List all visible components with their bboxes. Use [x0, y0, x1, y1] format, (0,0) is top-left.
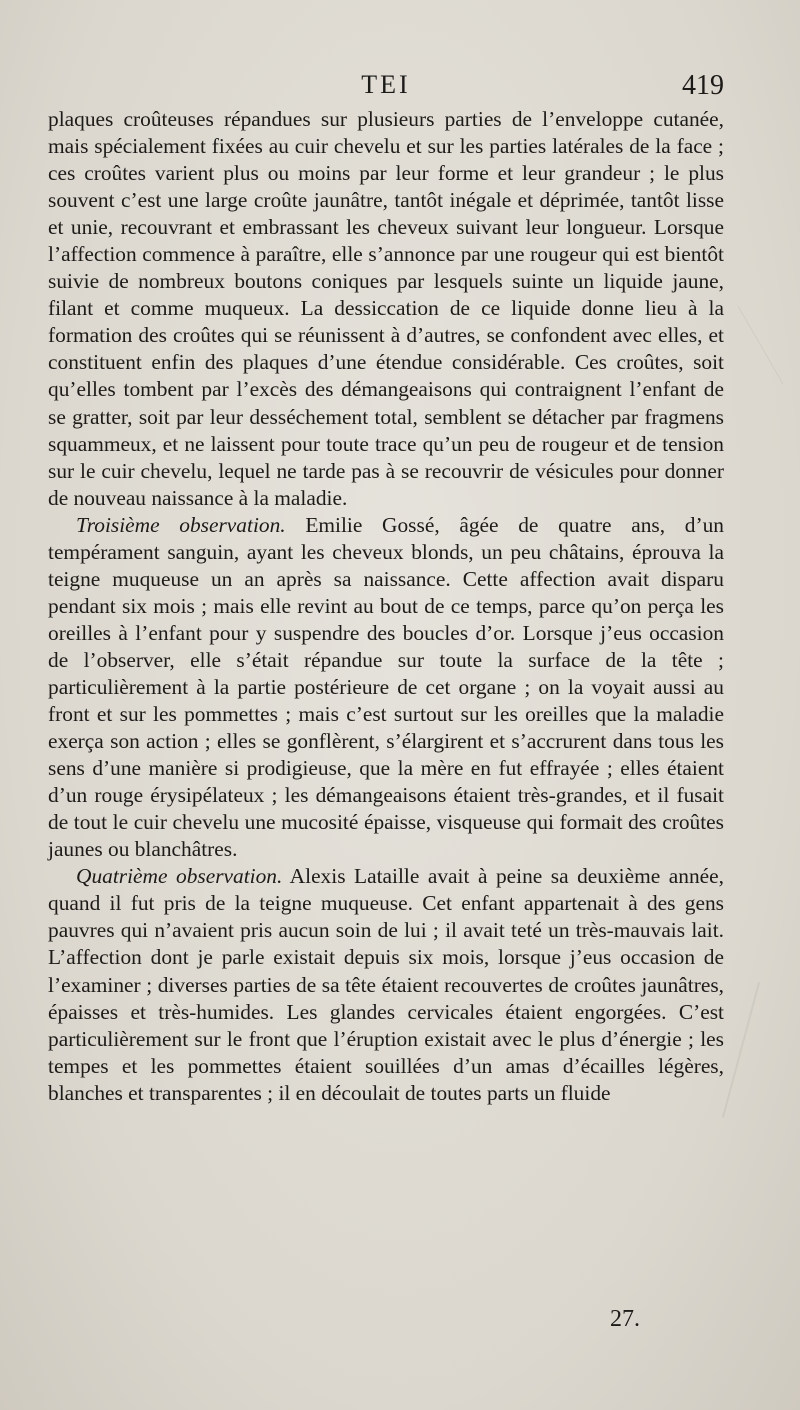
observation-text: Emilie Gossé, âgée de quatre ans, d’un tempérament sanguin, ayant les cheveux blonds, un peu châtains, éprouva la teigne muqueuse un an après sa naissance. Cette affection avait disparu pendant six mois ; mais elle revint au bout de ce temps, parce qu’on perça les oreilles à l’enfant pour y suspendre des boucles d’or. Lorsque j’eus occasion de l’observer, elle s’était répandue sur toute la surface de la tête ; particulièrement à la partie postérieure de cet organe ; on la voyait aussi au front et sur les pommettes ; mais c’est surtout sur les oreilles que la maladie exerça son action ; elles se gonflèrent, s’élargirent et s’accrurent dans tous les sens d’une manière si prodigieuse, que la mère en fut effrayée ; elles étaient d’un rouge érysipélateux ; les démangeaisons étaient très-grandes, et il fusait de tout le cuir chevelu une mucosité épaisse, visqueuse qui formait des croûtes jaunes ou blanchâtres.: [48, 512, 724, 862]
body-text: [48, 106, 724, 1107]
observation-text: Alexis Lataille avait à peine sa deuxième année, quand il fut pris de la teigne muqueuse. Cet enfant appartenait à des gens pauvres qui n’avaient pris aucun soin de lui ; il avait teté un très-mauvais lait. L’affection dont je parle existait depuis six mois, lorsque j’eus occasion de l’examiner ; diverses parties de sa tête étaient recouvertes de croûtes jaunâtres, épaisses et très-humides. Les glandes cervicales étaient engorgées. C’est particulièrement sur le front que l’éruption existait avec le plus d’énergie ; les tempes et les pommettes étaient souillées d’un amas d’écailles légères, blanches et transparentes ; il en découlait de toutes parts un fluide: [48, 864, 724, 1105]
paper-crease: [722, 982, 760, 1118]
observation-heading: Quatrième observation.: [76, 864, 283, 889]
paragraph-continuation: plaques croûteuses répandues sur plusieurs parties de l’enveloppe cutanée, mais spécialement fixées au cuir chevelu et sur les parties latérales de la face ; ces croûtes varient plus ou moins par leur forme et leur grandeur ; le plus souvent c’est une large croûte jaunâtre, tantôt inégale et déprimée, tantôt lisse et unie, recouvrant et embrassant les cheveux suivant leur longueur. Lorsque l’affection commence à paraître, elle s’annonce par une rougeur qui est bientôt suivie de nombreux boutons coniques par lesquels suinte un liquide jaune, filant et comme muqueux. La dessiccation de ce liquide donne lieu à la formation des croûtes qui se réunissent à d’autres, se confondent avec elles, et constituent enfin des plaques d’une étendue considérable. Ces croûtes, soit qu’elles tombent par l’excès des démangeaisons qui contraignent l’enfant de se gratter, soit par leur desséchement total, semblent se détacher par fragmens squammeux, et ne laissent pour toute trace qu’un peu de rougeur et de tension sur le cuir chevelu, lequel ne tarde pas à se recouvrir de vésicules pour donner de nouveau naissance à la maladie.: [48, 107, 724, 510]
page-header: [48, 70, 724, 106]
page-number: 419: [682, 70, 724, 101]
signature-mark: 27.: [610, 1306, 640, 1332]
paper-crease: [738, 306, 784, 384]
paragraph-fourth-observation: [48, 863, 724, 1106]
paragraph-third-observation: [48, 512, 724, 864]
running-title: TEI: [361, 70, 411, 99]
observation-heading: Troisième observation.: [76, 512, 286, 537]
